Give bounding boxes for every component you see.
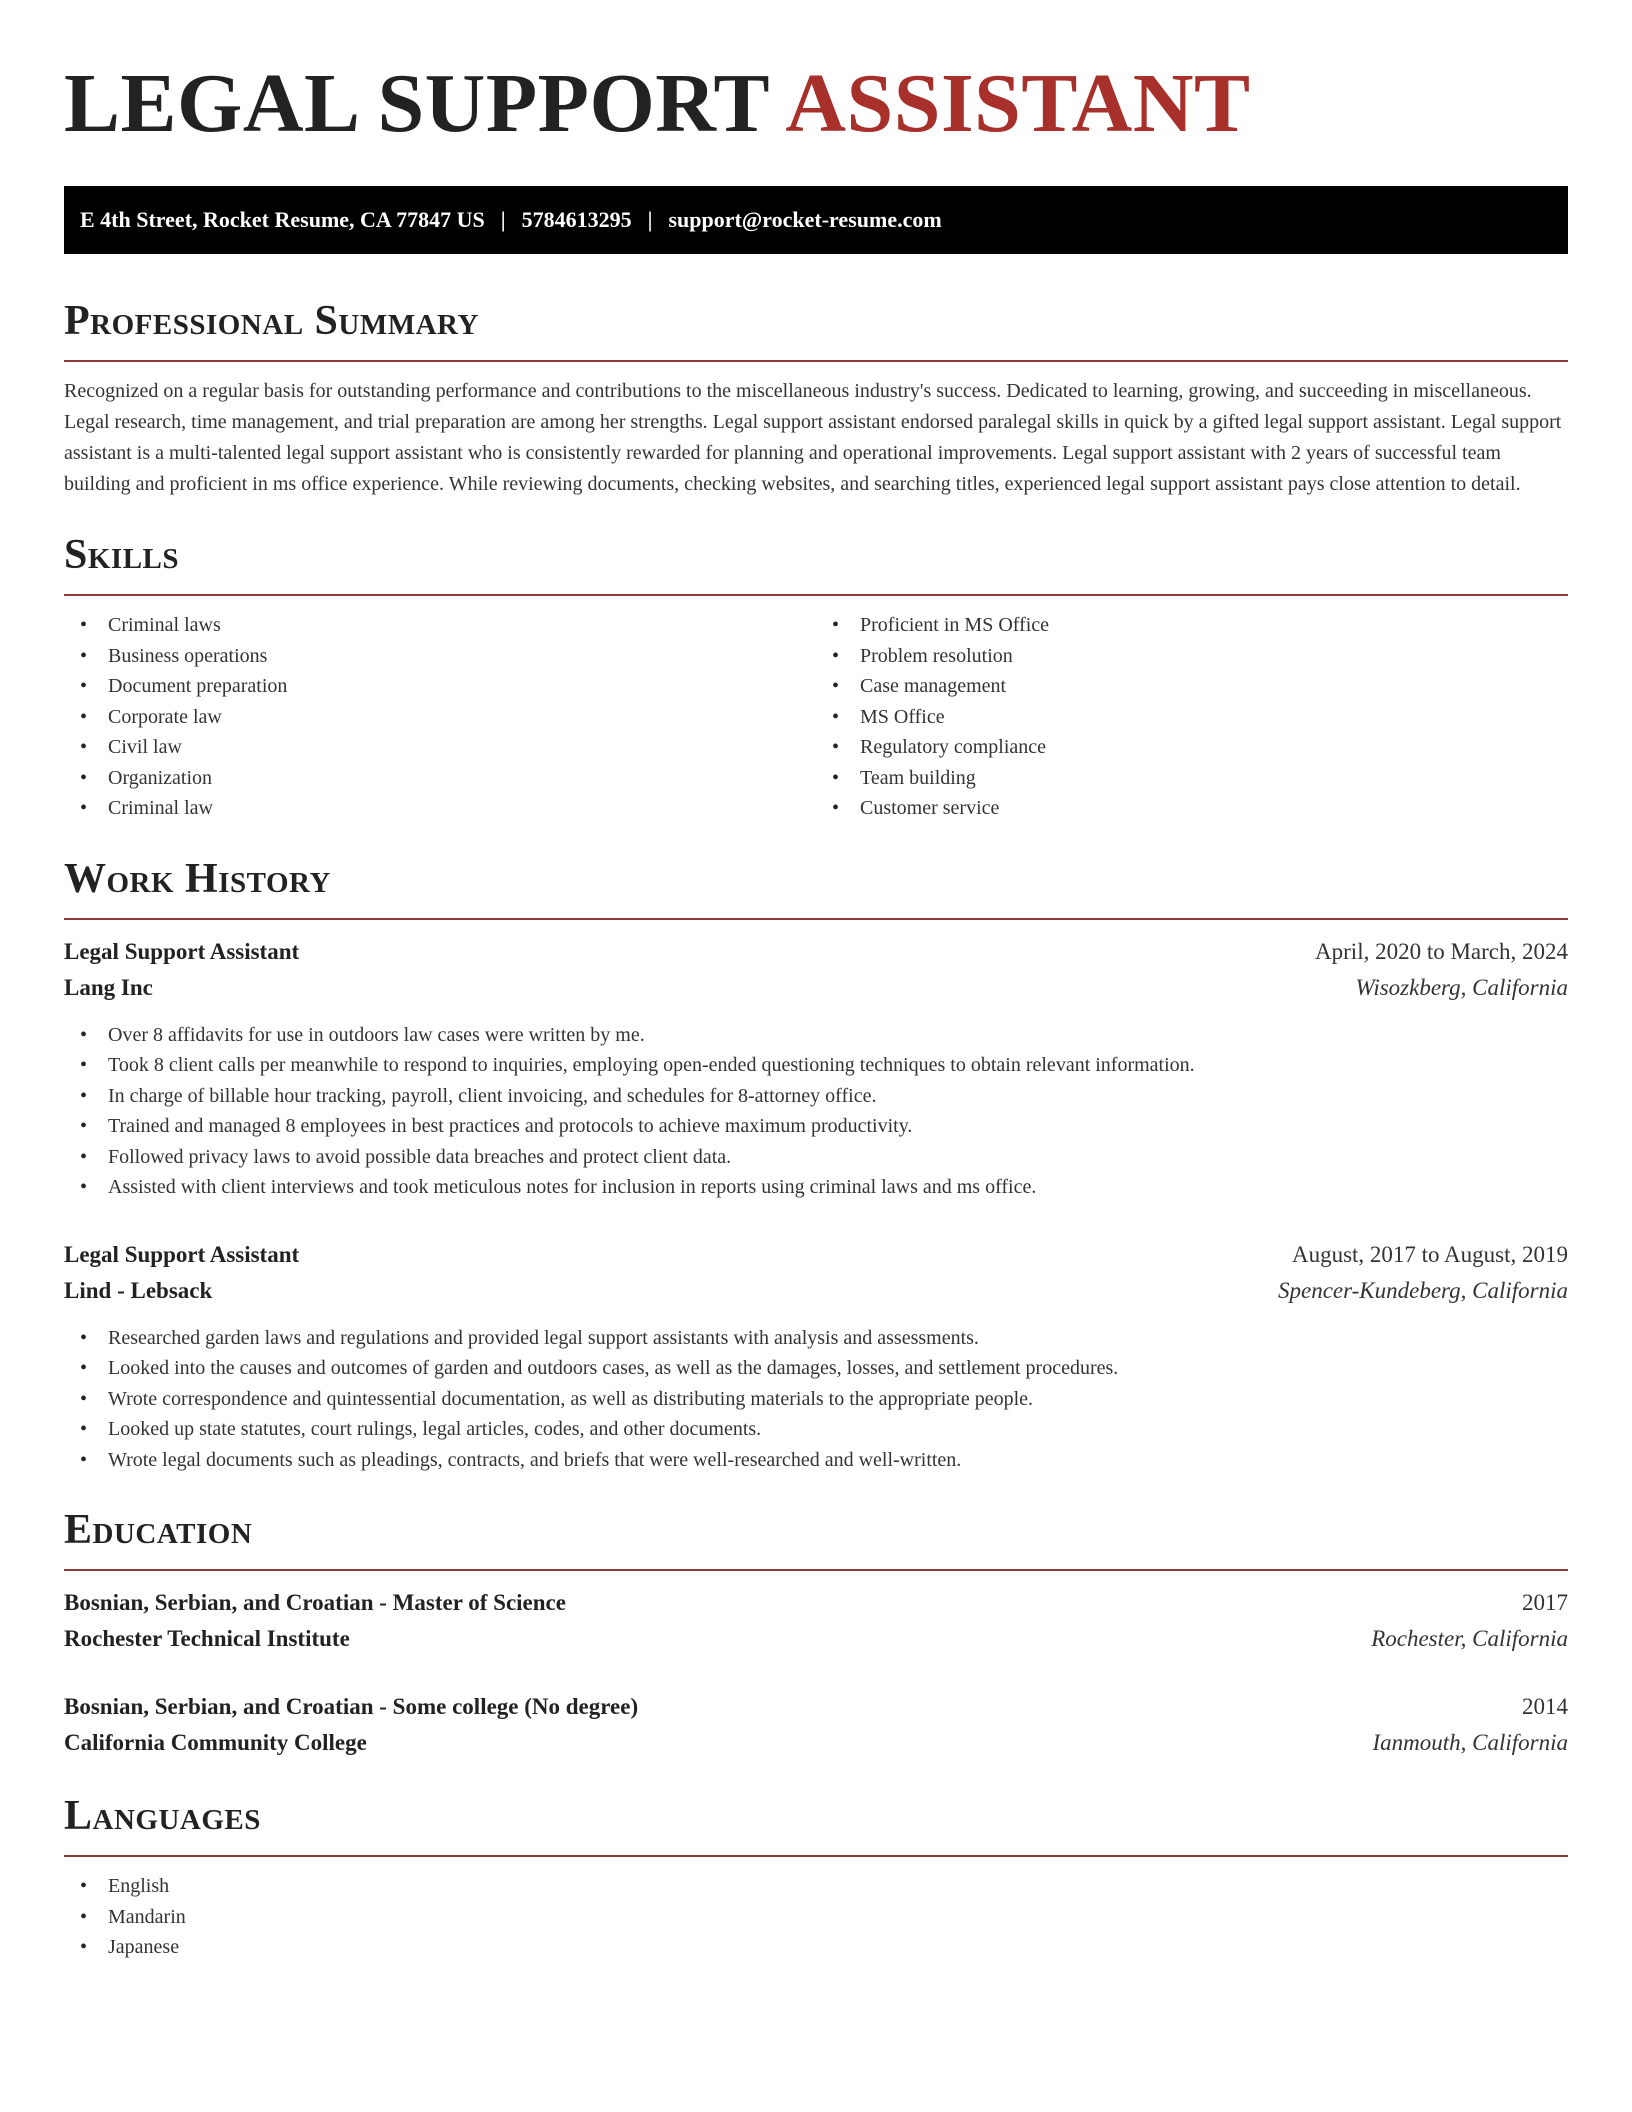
skills-list-right <box>816 610 1568 824</box>
job-duty-item: • Trained and managed 8 employees in best practices and protocols to achieve maximum productivity. <box>64 1111 1568 1142</box>
education-year: 2014 <box>1522 1694 1568 1719</box>
education-school-row <box>64 1725 1568 1761</box>
job-duty-item: • Looked into the causes and outcomes of garden and outdoors cases, as well as the damages, losses, and settlement procedures. <box>64 1353 1568 1384</box>
job-dates: April, 2020 to March, 2024 <box>1315 938 1568 964</box>
section-title-skills: Skills <box>64 532 180 578</box>
job-duties-list <box>64 1020 1568 1203</box>
education-degree-row <box>64 1689 1568 1725</box>
languages-section <box>64 1791 1568 1963</box>
skills-list-left <box>64 610 816 824</box>
skill-item: • Proficient in MS Office <box>816 610 1568 641</box>
summary-section <box>64 296 1568 500</box>
skill-item: • Regulatory compliance <box>816 732 1568 763</box>
job-duty-item: • Assisted with client interviews and took meticulous notes for inclusion in reports using criminal laws and ms office. <box>64 1172 1568 1203</box>
education-degree-row <box>64 1585 1568 1621</box>
job-dates: August, 2017 to August, 2019 <box>1291 1241 1568 1267</box>
skill-item: • Organization <box>64 763 816 794</box>
job-company-row <box>64 1273 1568 1309</box>
education-location: Rochester, California <box>1371 1626 1568 1651</box>
job-company: Lind - Lebsack <box>64 1277 213 1303</box>
education-entry <box>64 1585 1568 1657</box>
education-school-row <box>64 1621 1568 1657</box>
contact-separator: | <box>500 207 506 232</box>
job-entry <box>64 934 1568 1203</box>
education-school: Rochester Technical Institute <box>64 1626 350 1651</box>
contact-phone: 5784613295 <box>521 207 632 232</box>
resume-name <box>64 56 1568 152</box>
job-header-row <box>64 934 1568 970</box>
skill-item: • Document preparation <box>64 671 816 702</box>
skill-item: • Team building <box>816 763 1568 794</box>
contact-address: E 4th Street, Rocket Resume, CA 77847 US <box>80 207 485 232</box>
skill-item: • Civil law <box>64 732 816 763</box>
job-duty-item: • Researched garden laws and regulations and provided legal support assistants with analysis and assessments. <box>64 1323 1568 1354</box>
job-duty-item: • Looked up state statutes, court rulings, legal articles, codes, and other documents. <box>64 1414 1568 1445</box>
skill-item: • Problem resolution <box>816 641 1568 672</box>
section-title-summary: Professional Summary <box>64 298 479 344</box>
education-degree: Bosnian, Serbian, and Croatian - Some college (No degree) <box>64 1694 639 1719</box>
job-duty-item: • Over 8 affidavits for use in outdoors law cases were written by me. <box>64 1020 1568 1051</box>
section-divider <box>64 594 1568 596</box>
summary-text: Recognized on a regular basis for outstanding performance and contributions to the miscellaneous industry's success. Dedicated to learning, growing, and succeeding in miscellaneous. Legal research, time management, and trial preparation are among her strengths. Legal support assistant endorsed paralegal skills in quick by a gifted legal support assistant. Legal support assistant is a multi-talented legal support assistant who is consistently rewarded for planning and operational improvements. Legal support assistant with 2 years of successful team building and proficient in ms office experience. While reviewing documents, checking websites, and searching titles, experienced legal support assistant pays close attention to detail. <box>64 380 1562 495</box>
skill-item: • Case management <box>816 671 1568 702</box>
education-degree: Bosnian, Serbian, and Croatian - Master of Science <box>64 1590 566 1615</box>
work-history-section <box>64 854 1568 1476</box>
language-item: • English <box>64 1871 1568 1902</box>
section-divider <box>64 1569 1568 1571</box>
language-item: • Japanese <box>64 1932 1568 1963</box>
skill-item: • Business operations <box>64 641 816 672</box>
job-entry <box>64 1237 1568 1476</box>
job-duty-item: • Took 8 client calls per meanwhile to respond to inquiries, employing open-ended questioning techniques to obtain relevant information. <box>64 1050 1568 1081</box>
job-title: Legal Support Assistant <box>64 1241 300 1267</box>
languages-list <box>64 1871 1568 1963</box>
section-title-work-history: Work History <box>64 855 331 902</box>
job-duty-item: • Wrote legal documents such as pleadings, contracts, and briefs that were well-researched and well-written. <box>64 1445 1568 1476</box>
skills-columns <box>64 610 1568 824</box>
job-company-row <box>64 970 1568 1006</box>
job-duty-item: • Wrote correspondence and quintessential documentation, as well as distributing materials to the appropriate people. <box>64 1384 1568 1415</box>
skill-item: • Criminal laws <box>64 610 816 641</box>
contact-email: support@rocket-resume.com <box>668 207 942 232</box>
section-title-languages: Languages <box>64 1793 261 1839</box>
job-title: Legal Support Assistant <box>64 938 300 964</box>
job-duties-list <box>64 1323 1568 1476</box>
education-location: Ianmouth, California <box>1372 1730 1568 1755</box>
skill-item: • MS Office <box>816 702 1568 733</box>
language-item: • Mandarin <box>64 1902 1568 1933</box>
skill-item: • Customer service <box>816 793 1568 824</box>
job-duty-item: • Followed privacy laws to avoid possible data breaches and protect client data. <box>64 1142 1568 1173</box>
education-year: 2017 <box>1522 1590 1568 1615</box>
section-divider <box>64 360 1568 362</box>
section-divider <box>64 1855 1568 1857</box>
job-header-row <box>64 1237 1568 1273</box>
section-divider <box>64 918 1568 920</box>
education-section <box>64 1505 1568 1761</box>
job-location: Spencer-Kundeberg, California <box>1278 1277 1568 1303</box>
name-part-accent: ASSISTANT <box>785 57 1251 150</box>
skill-item: • Criminal law <box>64 793 816 824</box>
section-title-education: Education <box>64 1507 253 1553</box>
contact-bar <box>64 186 1568 254</box>
contact-separator: | <box>647 207 653 232</box>
job-location: Wisozkberg, California <box>1355 974 1568 1000</box>
job-company: Lang Inc <box>64 974 153 1000</box>
skills-section <box>64 530 1568 824</box>
name-part-primary: LEGAL SUPPORT <box>64 57 769 150</box>
education-entry <box>64 1689 1568 1761</box>
education-school: California Community College <box>64 1730 367 1755</box>
job-duty-item: • In charge of billable hour tracking, payroll, client invoicing, and schedules for 8-attorney office. <box>64 1081 1568 1112</box>
skill-item: • Corporate law <box>64 702 816 733</box>
